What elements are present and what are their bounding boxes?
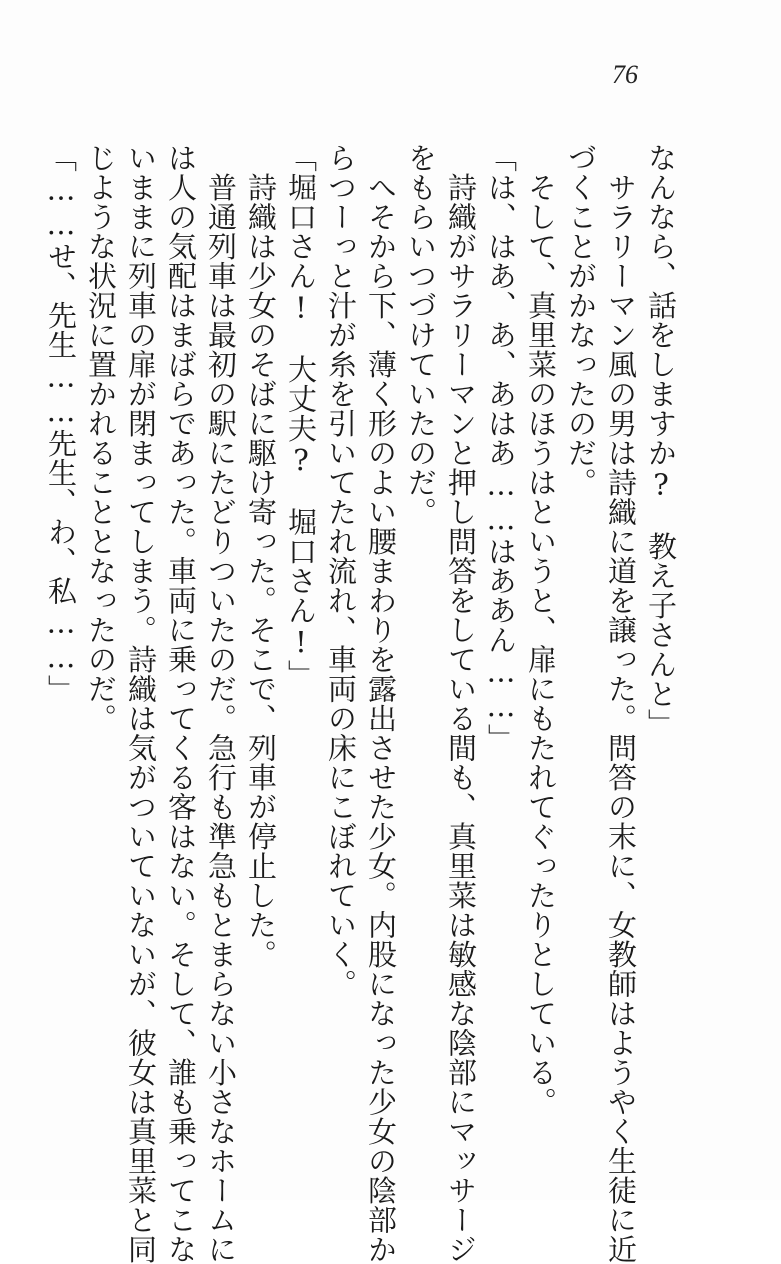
text-line: 普通列車は最初の駅にたどりついたのだ。急行も準急もとまらない小さなホームに: [204, 143, 238, 1264]
text-line: なんなら、話をしますか? 教え子さんと」: [644, 143, 678, 738]
text-line: 詩織は少女のそばに駆け寄った。そこで、列車が停止した。: [244, 143, 278, 969]
text-line: づくことがかなったのだ。: [564, 143, 598, 497]
text-line: 「は、はあ、あ、あはあ……はああん……」: [484, 143, 518, 753]
text-line: サラリーマン風の男は詩織に道を譲った。問答の末に、女教師はようやく生徒に近: [604, 143, 638, 1264]
text-line: 「……せ、先生……先生、わ、私……」: [44, 143, 78, 704]
text-line: へそから下、薄く形のよい腰まわりを露出させた少女。内股になった少女の陰部か: [364, 143, 398, 1264]
vertical-text-body: [41, 143, 681, 1264]
text-line: らつーっと汁が糸を引いてたれ流れ、車両の床にこぼれていく。: [324, 143, 358, 999]
text-line: じような状況に置かれることとなったのだ。: [84, 143, 118, 733]
text-line: 詩織がサラリーマンと押し問答をしている間も、真里菜は敏感な陰部にマッサージ: [444, 143, 478, 1264]
text-line: そして、真里菜のほうはというと、扉にもたれてぐったりとしている。: [524, 143, 558, 1117]
text-line: 「堀口さん! 大丈夫? 堀口さん!」: [284, 143, 318, 689]
text-line: をもらいつづけていたのだ。: [404, 143, 438, 527]
text-line: は人の気配はまばらであった。車両に乗ってくる客はない。そして、誰も乗ってこな: [164, 143, 198, 1264]
text-line: いままに列車の扉が閉まってしまう。詩織は気がついていないが、彼女は真里菜と同: [124, 143, 158, 1264]
page-number: 76: [612, 60, 638, 89]
